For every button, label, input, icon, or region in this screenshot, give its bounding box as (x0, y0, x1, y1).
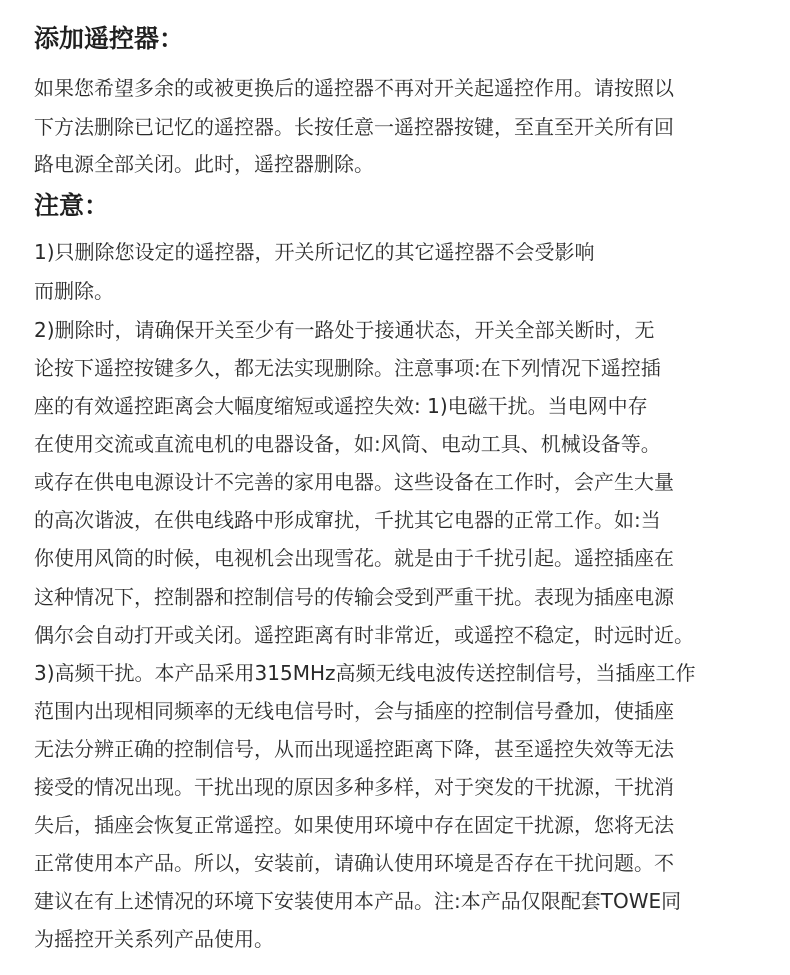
paragraph-line: 偶尔会自动打开或关闭。遥控距离有时非常近，或遥控不稳定，时远时近。 (34, 623, 694, 647)
paragraph-line: 为摇控开关系列产品使用。 (34, 927, 274, 951)
paragraph-line: 范围内出现相同频率的无线电信号时，会与插座的控制信号叠加，使插座 (34, 699, 674, 723)
paragraph-line: 路电源全部关闭。此时，遥控器删除。 (34, 152, 374, 176)
section-heading-add-remote: 添加遥控器： (34, 24, 185, 53)
paragraph-line: 正常使用本产品。所以，安装前，请确认使用环境是否存在干扰问题。不 (34, 851, 674, 875)
paragraph-line: 座的有效遥控距离会大幅度缩短或遥控失效: 1)电磁干扰。当电网中存 (34, 394, 648, 418)
paragraph-line: 如果您希望多余的或被更换后的遥控器不再对开关起遥控作用。请按照以 (34, 76, 674, 100)
paragraph-line: 建议在有上述情况的环境下安装使用本产品。注:本产品仅限配套TOWE同 (34, 889, 682, 913)
paragraph-line: 2)删除时，请确保开关至少有一路处于接通状态，开关全部关断时，无 (34, 318, 655, 342)
paragraph-line: 的高次谐波，在供电线路中形成窜扰，千扰其它电器的正常工作。如:当 (34, 508, 661, 532)
paragraph-line: 1)只删除您设定的遥控器，开关所记忆的其它遥控器不会受影响 (34, 240, 595, 264)
paragraph-line: 接受的情况出现。干扰出现的原因多种多样，对于突发的干扰源，干扰消 (34, 775, 674, 799)
paragraph-line: 你使用风筒的时候，电视机会出现雪花。就是由于千扰引起。遥控插座在 (34, 546, 674, 570)
paragraph-line: 论按下遥控按键多久，都无法实现删除。注意事项:在下列情况下遥控插 (34, 356, 661, 380)
paragraph-line: 3)高频干扰。本产品采用315MHz高频无线电波传送控制信号，当插座工作 (34, 661, 696, 685)
paragraph-line: 这种情况下，控制器和控制信号的传输会受到严重干扰。表现为插座电源 (34, 585, 674, 609)
paragraph-line: 而删除。 (34, 279, 114, 303)
section-heading-notice: 注意： (34, 191, 110, 220)
paragraph-line: 或存在供电电源设计不完善的家用电器。这些设备在工作时，会产生大量 (34, 470, 674, 494)
paragraph-line: 失后，插座会恢复正常遥控。如果使用环境中存在固定干扰源，您将无法 (34, 813, 674, 837)
paragraph-line: 无法分辨正确的控制信号，从而出现遥控距离下降，甚至遥控失效等无法 (34, 737, 674, 761)
paragraph-line: 在使用交流或直流电机的电器设备，如:风筒、电动工具、机械设备等。 (34, 432, 661, 456)
paragraph-line: 下方法删除已记忆的遥控器。长按任意一遥控器按键，至直至开关所有回 (34, 115, 674, 139)
